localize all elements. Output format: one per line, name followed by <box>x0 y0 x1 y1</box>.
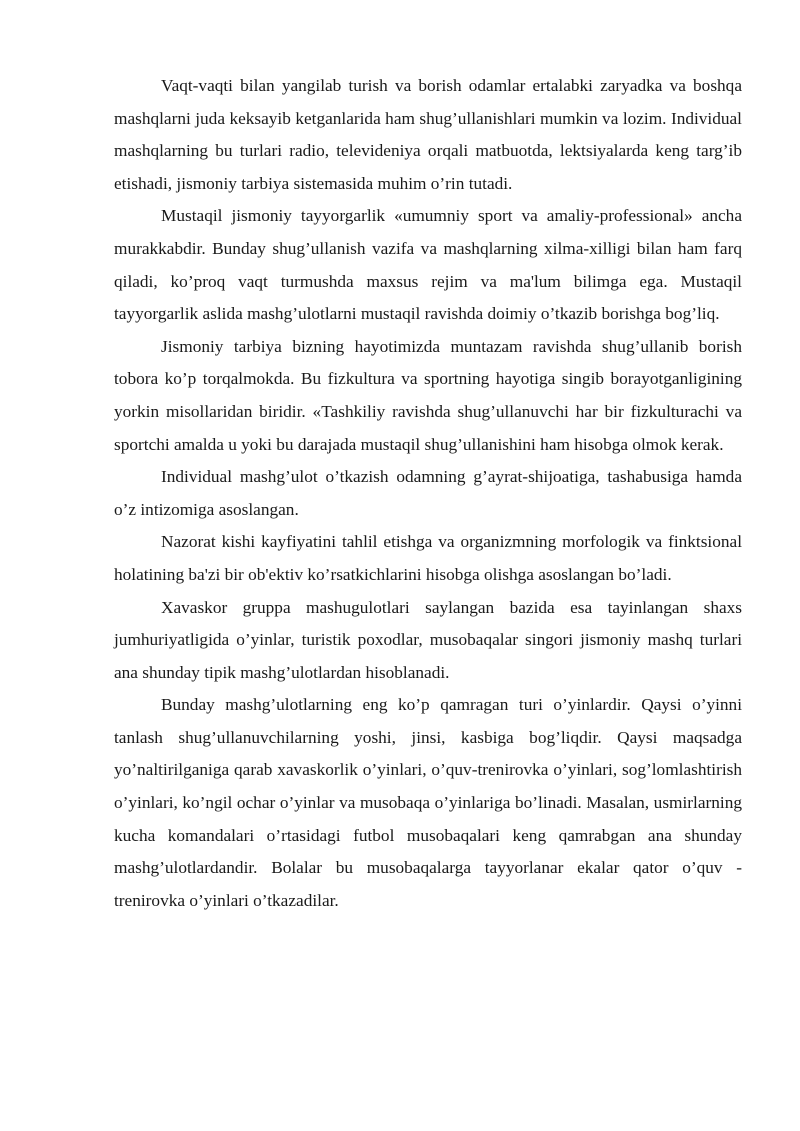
paragraph-3: Jismoniy tarbiya bizning hayotimizda muntazam ravishda shug’ullanib borish tobora ko’p torqalmokda. Bu fizkultura va sportning hayotiga singib borayotganligining yorkin misollaridan biridir. «Tashkiliy ravishda shug’ullanuvchi har bir fizkulturachi va sportchi amalda u yoki bu darajada mustaqil shug’ullanishini ham hisobga olmok kerak. <box>114 336 742 454</box>
paragraph-1: Vaqt-vaqti bilan yangilab turish va borish odamlar ertalabki zaryadka va boshqa mashqlarni juda keksayib ketganlarida ham shug’ullanishlari mumkin va lozim. Individual mashqlarning bu turlari radio, televideniya orqali matbuotda, lektsiyalarda keng targ’ib etishadi, jismoniy tarbiya sistemasida muhim o’rin tutadi. <box>114 76 742 193</box>
document-page <box>114 70 742 917</box>
paragraph-2: Mustaqil jismoniy tayyorgarlik «umumniy sport va amaliy-professional» ancha murakkabdir. Bunday shug’ullanish vazifa va mashqlarning xilma-xilligi bilan ham farq qiladi, ko’proq vaqt turmushda maxsus rejim va ma'lum bilimga ega. Mustaqil tayyorgarlik aslida mashg’ulotlarni mustaqil ravishda doimiy o’tkazib borishga bog’liq. <box>114 206 742 324</box>
paragraph-4: Individual mashg’ulot o’tkazish odamning g’ayrat-shijoatiga, tashabusiga hamda o’z intizomiga asoslangan. <box>114 467 742 519</box>
paragraph-5: Nazorat kishi kayfiyatini tahlil etishga va organizmning morfologik va finktsional holatining ba'zi bir ob'ektiv ko’rsatkichlarini hisobga olishga asoslangan bo’ladi. <box>114 532 742 584</box>
paragraph-6: Xavaskor gruppa mashugulotlari saylangan bazida esa tayinlangan shaxs jumhuriyatligida o’yinlar, turistik poxodlar, musobaqalar singori jismoniy mashq turlari ana shunday tipik mashg’ulotlardan hisoblanadi. <box>114 597 742 682</box>
paragraph-7: Bunday mashg’ulotlarning eng ko’p qamragan turi o’yinlardir. Qaysi o’yinni tanlash shug’ullanuvchilarning yoshi, jinsi, kasbiga bog’liqdir. Qaysi maqsadga yo’naltirilganiga qarab xavaskorlik o’yinlari, o’quv-trenirovka o’yinlari, sog’lomlashtirish o’yinlari, ko’ngil ochar o’yinlar va musobaqa o’yinlariga bo’linadi. Masalan, usmirlarning kucha komandalari o’rtasidagi futbol musobaqalari keng qamrabgan ana shunday mashg’ulotlardandir. Bolalar bu musobaqalarga tayyorlanar ekalar qator o’quv - trenirovka o’yinlari o’tkazadilar. <box>114 695 742 910</box>
